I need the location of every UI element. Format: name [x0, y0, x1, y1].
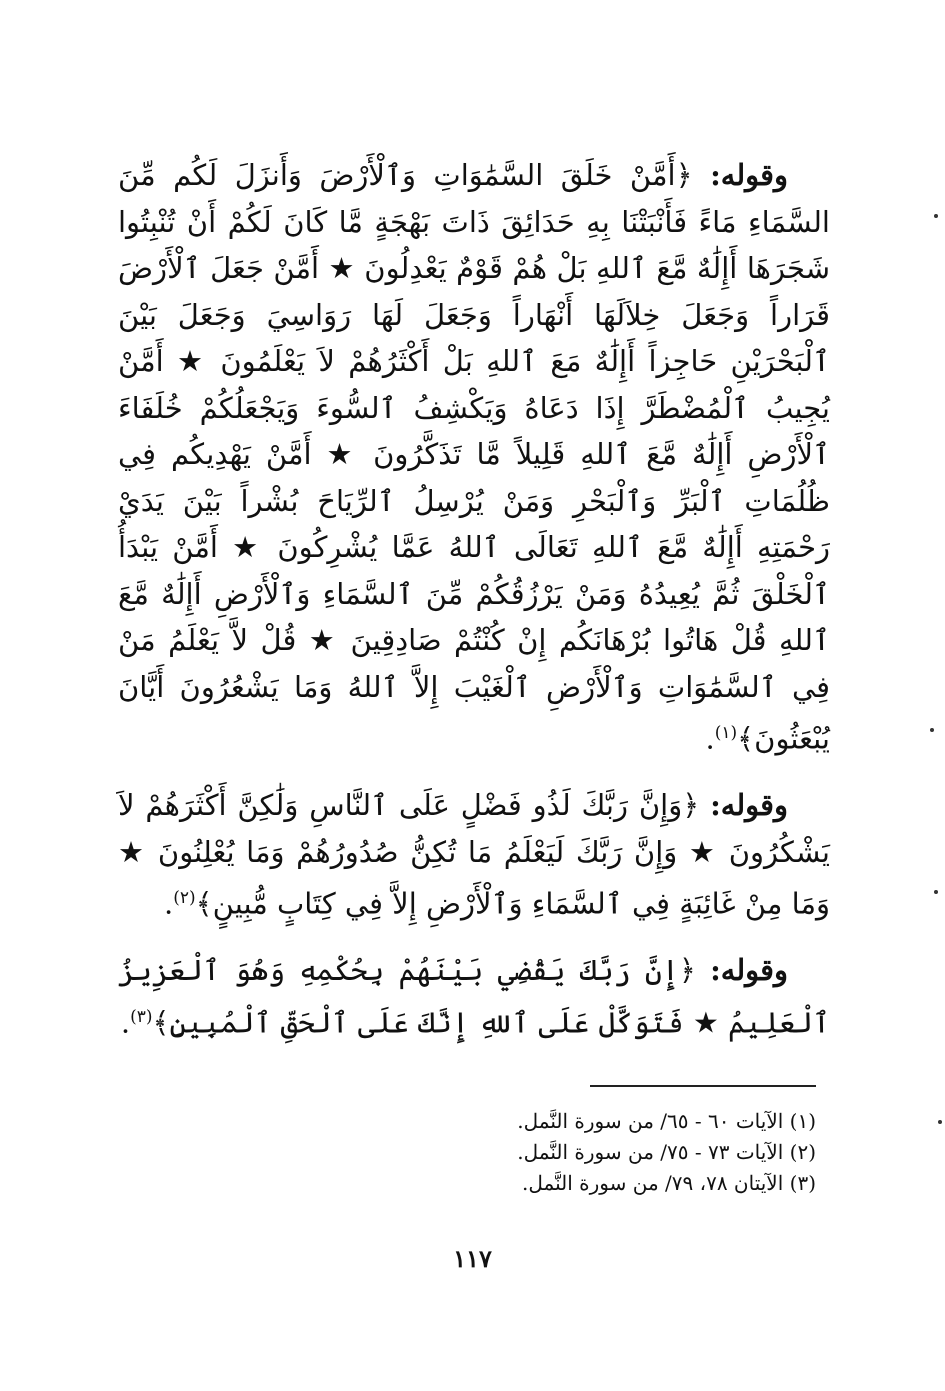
quran-close-bracket: ﴾: [152, 1005, 170, 1040]
quran-open-bracket: ﴿: [675, 158, 693, 192]
paragraph-lead: وقوله:: [710, 158, 789, 192]
scan-speck: [934, 214, 938, 218]
quran-open-bracket: ﴿: [682, 788, 700, 823]
main-text: [118, 152, 830, 1066]
footnote-ref: (٣): [130, 1006, 153, 1027]
quran-close-bracket: ﴾: [737, 721, 755, 756]
footnote-ref: (١): [714, 723, 738, 743]
footnote-ref: (٢): [173, 888, 196, 909]
footnotes: [400, 1106, 816, 1199]
footnote-separator: [590, 1085, 816, 1087]
quran-verse-text: وَإِنَّ رَبَّكَ لَذُو فَضْلٍ عَلَى ٱلنَّاسِ وَلَٰكِنَّ أَكْثَرَهُمْ لاَ يَشْكُرُونَ ★ وَإِنَّ رَبَّكَ لَيَعْلَمُ مَا تُكِنُّ صُدُورُهُمْ وَمَا يُعْلِنُونَ ★ وَمَا مِنْ غَائِبَةٍ فِي ٱلسَّمَاءِ وَٱلْأَرْضِ إِلاَّ فِي كِتَابٍ مُّبِينٍ: [118, 788, 830, 921]
footnote-1: (١) الآيات ٦٠ - ٦٥/ من سورة النَّمل.: [517, 1109, 816, 1133]
sentence-end: .: [120, 1005, 131, 1040]
page-number: ١١٧: [453, 1244, 492, 1273]
paragraph-1: [118, 152, 830, 762]
sentence-end: .: [164, 886, 174, 921]
paragraph-lead: وقوله:: [710, 788, 788, 823]
quran-open-bracket: ﴿: [678, 953, 696, 988]
quran-close-bracket: ﴾: [195, 886, 213, 921]
quran-verse-text: أَمَّنْ خَلَقَ السَّمَٰوَاتِ وَٱلْأَرْضَ وَأَنزَلَ لَكُم مِّنَ السَّمَاءِ مَاءً فَأَنْبَتْنَا بِهِ حَدَائِقَ ذَاتَ بَهْجَةٍ مَّا كَانَ لَكُمْ أَنْ تُنْبِتُوا شَجَرَهَا أَإِلَٰهٌ مَّعَ ٱللهِ بَلْ هُمْ قَوْمٌ يَعْدِلُونَ ★ أَمَّنْ جَعَلَ ٱلْأَرْضَ قَرَاراً وَجَعَلَ خِلاَلَهَا أَنْهَاراً وَجَعَلَ لَهَا رَوَاسِيَ وَجَعَلَ بَيْنَ ٱلْبَحْرَيْنِ حَاجِزاً أَإِلَٰهٌ مَعَ ٱللهِ بَلْ أَكْثَرُهُمْ لاَ يَعْلَمُونَ ★ أَمَّنْ يُجِيبُ ٱلْمُضْطَرَّ إِذَا دَعَاهُ وَيَكْشِفُ ٱلسُّوءَ وَيَجْعَلُكُمْ خُلَفَاءَ ٱلْأَرْضِ أَإِلَٰهٌ مَّعَ ٱللهِ قَلِيلاً مَّا تَذَكَّرُونَ ★ أَمَّنْ يَهْدِيكُم فِي ظُلُمَاتِ ٱلْبَرِّ وَٱلْبَحْرِ وَمَنْ يُرْسِلُ ٱلرِّيَاحَ بُشْراً بَيْنَ يَدَيْ رَحْمَتِهِ أَإِلَٰهٌ مَّعَ ٱللهِ تَعَالَى ٱللهُ عَمَّا يُشْرِكُونَ ★ أَمَّنْ يَبْدَأُ ٱلْخَلْقَ ثُمَّ يُعِيدُهُ وَمَنْ يَرْزُقُكُمْ مِّنَ ٱلسَّمَاءِ وَٱلْأَرْضِ أَإِلَٰهٌ مَّعَ ٱللهِ قُلْ هَاتُوا بُرْهَانَكُم إِنْ كُنْتُمْ صَادِقِينَ ★ قُلْ لاَّ يَعْلَمُ مَنْ فِي ٱلسَّمَٰوَاتِ وَٱلْأَرْضِ ٱلْغَيْبَ إِلاَّ ٱللهُ وَمَا يَشْعُرُونَ أَيَّانَ يُبْعَثُونَ: [118, 158, 830, 756]
paragraph-lead: وقوله:: [710, 953, 789, 988]
footnote-3: (٣) الآيتان ٧٨، ٧٩/ من سورة النَّمل.: [522, 1171, 816, 1195]
quran-verse-text: إِنَّ رَبَّكَ يَقْضِي بَيْنَهُمْ بِحُكْمِهِ وَهُوَ ٱلْعَزِيزُ ٱلْعَلِيمُ ★ فَتَوَكَّلْ عَلَى ٱللهِ إِنَّكَ عَلَى ٱلْحَقِّ ٱلْمُبِينِ: [118, 953, 830, 1040]
footnote-2: (٢) الآيات ٧٣ - ٧٥/ من سورة النَّمل.: [517, 1140, 816, 1164]
sentence-end: .: [705, 721, 715, 756]
scan-speck: [930, 728, 934, 732]
paragraph-3: [118, 947, 830, 1046]
scan-speck: [938, 1120, 942, 1124]
scan-speck: [934, 890, 938, 894]
paragraph-2: [118, 782, 830, 927]
